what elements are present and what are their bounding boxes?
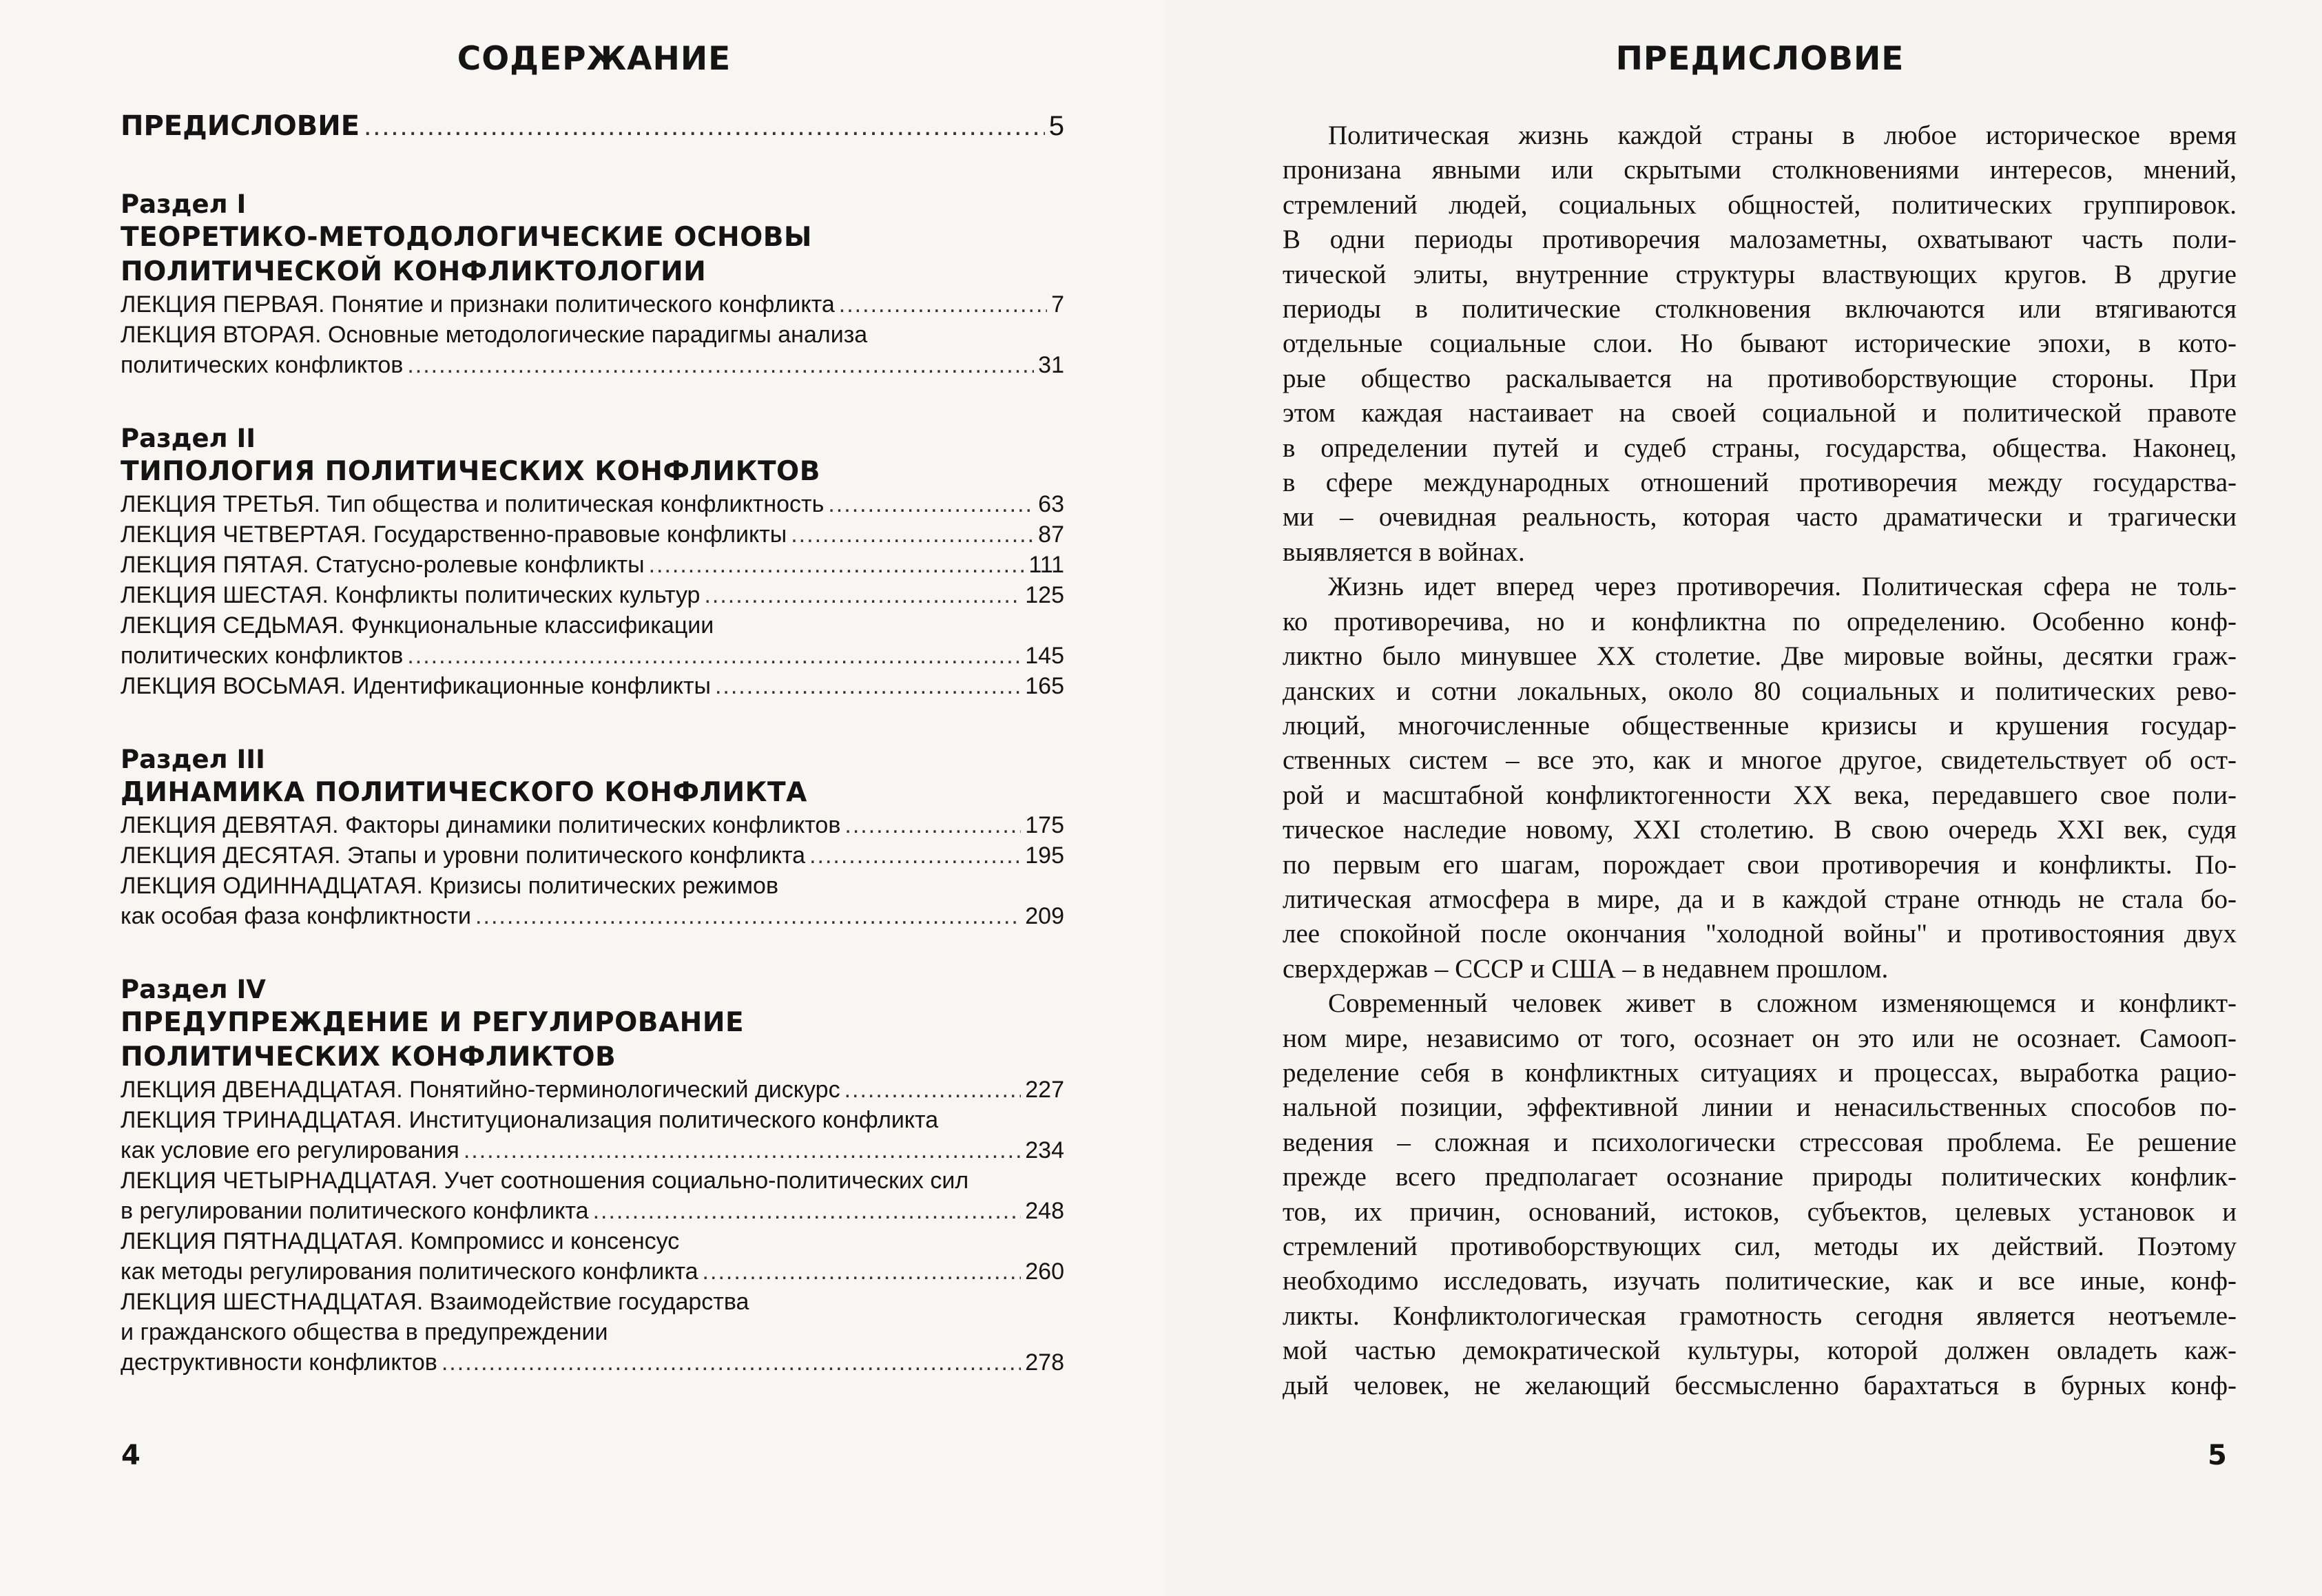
text-line: мой частью демократической культуры, которой должен овладеть каж- — [1283, 1336, 2237, 1366]
dot-leader — [464, 1135, 1021, 1165]
toc-entry-label: ПРЕДИСЛОВИЕ — [121, 110, 360, 142]
text-line: в сфере международных отношений противоречия между государства- — [1283, 468, 2237, 498]
toc-page-number: 125 — [1025, 582, 1064, 608]
toc-entry-label: в регулировании политического конфликта — [121, 1198, 589, 1224]
toc-entry-label: политических конфликтов — [121, 643, 404, 669]
contents-title: СОДЕРЖАНИЕ — [457, 40, 732, 78]
toc-entry-label: ЛЕКЦИЯ ВТОРАЯ. Основные методологические парадигмы анализа — [121, 322, 868, 348]
section-title: ПОЛИТИЧЕСКОЙ КОНФЛИКТОЛОГИИ — [121, 256, 707, 287]
dot-leader — [844, 810, 1021, 840]
toc-entry-label: ЛЕКЦИЯ ОДИННАДЦАТАЯ. Кризисы политических режимов — [121, 873, 779, 899]
toc-entry-label: ЛЕКЦИЯ ПЯТАЯ. Статусно-ролевые конфликты — [121, 552, 645, 578]
toc-page-number: 260 — [1025, 1258, 1064, 1285]
toc-entry-label: и гражданского общества в предупреждении — [121, 1319, 608, 1345]
section-label: Раздел II — [121, 424, 256, 453]
page-number-right: 5 — [2208, 1440, 2227, 1471]
toc-entry-preface[interactable] — [121, 110, 1064, 142]
text-line: сверхдержав – СССР и США – в недавнем прошлом. — [1283, 953, 1889, 984]
toc-page-number: 87 — [1038, 521, 1064, 548]
toc-page-number: 31 — [1038, 352, 1064, 378]
toc-page-number: 175 — [1025, 812, 1064, 838]
text-line: необходимо исследовать, изучать политические, как и все иные, конф- — [1283, 1266, 2237, 1296]
toc-entry-label: как методы регулирования политического конфликта — [121, 1258, 698, 1285]
text-line: стремлений противоборствующих сил, методы их действий. Поэтому — [1283, 1232, 2237, 1261]
toc-entry-label: деструктивности конфликтов — [121, 1349, 437, 1376]
toc-page-number: 195 — [1025, 842, 1064, 869]
text-line: Жизнь идет вперед через противоречия. Политическая сфера не толь- — [1328, 572, 2237, 602]
toc-entry-label: ЛЕКЦИЯ ЧЕТВЕРТАЯ. Государственно-правовые конфликты — [121, 521, 787, 548]
text-line: ном мире, независимо от того, осознает он это или не осознает. Самооп- — [1283, 1023, 2237, 1053]
section-label: Раздел III — [121, 745, 265, 774]
section-title: ТЕОРЕТИКО-МЕТОДОЛОГИЧЕСКИЕ ОСНОВЫ — [121, 222, 812, 253]
toc-page-number: 111 — [1028, 552, 1064, 578]
dot-leader — [407, 350, 1034, 380]
text-line: отдельные социальные слои. Но бывают исторические эпохи, в кото- — [1283, 329, 2237, 359]
text-line: люций, многочисленные общественные кризисы и крушения государ- — [1283, 710, 2237, 740]
text-line: тической элиты, внутренние структуры властвующих кругов. В другие — [1283, 259, 2237, 289]
dot-leader — [809, 840, 1021, 871]
toc-entry-label: ЛЕКЦИЯ ПЕРВАЯ. Понятие и признаки политического конфликта — [121, 291, 835, 318]
dot-leader — [442, 1347, 1021, 1378]
text-line: нальной позиции, эффективной линии и ненасильственных способов по- — [1283, 1092, 2237, 1123]
paragraph-1 — [1283, 118, 2237, 570]
toc-entry-lecture-2[interactable] — [121, 320, 1064, 380]
toc-page-number: 7 — [1051, 291, 1064, 318]
dot-leader — [844, 1075, 1022, 1105]
toc-entry-label: ЛЕКЦИЯ ДЕСЯТАЯ. Этапы и уровни политического конфликта — [121, 842, 806, 869]
text-line: тов, их причин, оснований, истоков, субъектов, целевых установок и — [1283, 1196, 2237, 1227]
toc-entry-lecture-12[interactable] — [121, 1075, 1064, 1105]
text-line: этом каждая настаивает на своей социальной и политической правоте — [1283, 398, 2237, 428]
text-line: ми – очевидная реальность, которая часто драматически и трагически — [1283, 502, 2237, 532]
text-line: ликтно было минувшее XX столетие. Две мировые войны, десятки граж- — [1283, 641, 2237, 672]
text-line: дый человек, не желающий бессмысленно барахтаться в бурных конф- — [1283, 1370, 2237, 1400]
toc-page-number: 63 — [1038, 491, 1064, 517]
toc-page-number: 227 — [1025, 1077, 1064, 1103]
toc-entry-label: политических конфликтов — [121, 352, 404, 378]
dot-leader — [703, 1256, 1022, 1287]
dot-leader — [791, 519, 1034, 550]
toc-page-number: 209 — [1025, 903, 1064, 929]
toc-entry-lecture-13[interactable] — [121, 1105, 1064, 1165]
text-line: ликты. Конфликтологическая грамотность сегодня является неотъемле- — [1283, 1300, 2237, 1331]
text-line: стремлений людей, социальных общностей, политических группировок. — [1283, 189, 2237, 220]
toc-entry-label: ЛЕКЦИЯ ТРЕТЬЯ. Тип общества и политическая конфликтность — [121, 491, 825, 517]
toc-entry-label: как условие его регулирования — [121, 1137, 459, 1163]
section-title: ПРЕДУПРЕЖДЕНИЕ И РЕГУЛИРОВАНИЕ — [121, 1007, 745, 1038]
section-title: ПОЛИТИЧЕСКИХ КОНФЛИКТОВ — [121, 1041, 616, 1072]
paragraph-3 — [1283, 986, 2237, 1403]
toc-entry-lecture-3[interactable] — [121, 489, 1064, 519]
section-label: Раздел IV — [121, 975, 266, 1004]
toc-entry-lecture-7[interactable] — [121, 610, 1064, 671]
toc-page-number: 145 — [1025, 643, 1064, 669]
text-line: В одни периоды противоречия малозаметны, охватывают часть поли- — [1283, 225, 2237, 255]
text-line: тическое наследие новому, XXI столетию. В свою очередь XXI век, судя — [1283, 815, 2237, 845]
toc-entry-label: ЛЕКЦИЯ ДВЕНАДЦАТАЯ. Понятийно-терминологический дискурс — [121, 1077, 840, 1103]
toc-entry-label: как особая фаза конфликтности — [121, 903, 472, 929]
toc-page-number: 165 — [1025, 673, 1064, 699]
toc-entry-label: ЛЕКЦИЯ ПЯТНАДЦАТАЯ. Компромисс и консенсус — [121, 1228, 680, 1254]
toc-entry-lecture-11[interactable] — [121, 871, 1064, 931]
section-title: ТИПОЛОГИЯ ПОЛИТИЧЕСКИХ КОНФЛИКТОВ — [121, 456, 820, 487]
section-title: ДИНАМИКА ПОЛИТИЧЕСКОГО КОНФЛИКТА — [121, 777, 807, 808]
text-line: ко противоречива, но и конфликтна по определению. Особенно конф- — [1283, 606, 2237, 636]
toc-entry-lecture-15[interactable] — [121, 1226, 1064, 1287]
text-line: ведения – сложная и психологически стрессовая проблема. Ее решение — [1283, 1127, 2237, 1157]
dot-leader — [593, 1196, 1022, 1226]
table-of-contents — [121, 110, 1064, 1378]
paragraph-2 — [1283, 570, 2237, 986]
toc-page-number: 234 — [1025, 1137, 1064, 1163]
toc-section-2 — [121, 423, 1064, 701]
text-line: в определении путей и судеб страны, государства, общества. Наконец, — [1283, 433, 2237, 463]
text-line: по первым его шагам, порождает свои противоречия и конфликты. По- — [1283, 849, 2237, 880]
text-line: периоды в политические столкновения включаются или втягиваются — [1283, 294, 2237, 324]
toc-entry-lecture-16[interactable] — [121, 1287, 1064, 1378]
text-line: данских и сотни локальных, около 80 социальных и политических рево- — [1283, 676, 2237, 706]
toc-entry-lecture-10[interactable] — [121, 840, 1064, 871]
text-line: рые общество раскалывается на противоборствующие стороны. При — [1283, 363, 2237, 393]
dot-leader — [704, 580, 1021, 610]
toc-entry-lecture-6[interactable] — [121, 580, 1064, 610]
text-line: Политическая жизнь каждой страны в любое историческое время — [1328, 121, 2237, 150]
toc-entry-label: ЛЕКЦИЯ ДЕВЯТАЯ. Факторы динамики политических конфликтов — [121, 812, 841, 838]
text-line: Современный человек живет в сложном изменяющемся и конфликт- — [1328, 988, 2237, 1019]
preface-body — [1283, 118, 2237, 1403]
toc-page-number: 248 — [1025, 1198, 1064, 1224]
toc-entry-label: ЛЕКЦИЯ ВОСЬМАЯ. Идентификационные конфликты — [121, 673, 711, 699]
toc-page-number: 278 — [1025, 1349, 1064, 1376]
dot-leader — [828, 489, 1034, 519]
text-line: рой и масштабной конфликтогенности XX века, передавшего свое поли- — [1283, 780, 2237, 810]
page-number-left: 4 — [121, 1440, 141, 1471]
text-line: выявляется в войнах. — [1283, 537, 1525, 567]
toc-entry-lecture-8[interactable] — [121, 671, 1064, 701]
toc-section-4 — [121, 974, 1064, 1378]
dot-leader — [475, 901, 1021, 931]
toc-entry-label: ЛЕКЦИЯ СЕДЬМАЯ. Функциональные классификации — [121, 612, 714, 639]
toc-section-1 — [121, 189, 1064, 380]
toc-entry-label: ЛЕКЦИЯ ТРИНАДЦАТАЯ. Институционализация политического конфликта — [121, 1107, 939, 1133]
text-line: ределение себя в конфликтных ситуациях и процессах, выработка рацио- — [1283, 1057, 2237, 1088]
text-line: литическая атмосфера в мире, да и в каждой стране отнюдь не стала бо- — [1283, 884, 2237, 914]
text-line: лее спокойной после окончания "холодной войны" и противостояния двух — [1283, 919, 2237, 949]
dot-leader — [364, 110, 1045, 142]
toc-entry-lecture-14[interactable] — [121, 1165, 1064, 1226]
preface-title: ПРЕДИСЛОВИЕ — [1615, 40, 1905, 78]
text-line: прежде всего предполагает осознание природы политических конфлик- — [1283, 1162, 2237, 1192]
toc-page-number: 5 — [1048, 111, 1064, 141]
text-line: ственных систем – все это, как и многое другое, свидетельствует об ост- — [1283, 745, 2237, 776]
dot-leader — [715, 671, 1021, 701]
toc-entry-lecture-1[interactable] — [121, 289, 1064, 320]
text-line: пронизана явными или скрытыми столкновениями интересов, мнений, — [1283, 155, 2237, 185]
toc-entry-lecture-5[interactable] — [121, 550, 1064, 580]
dot-leader — [839, 289, 1047, 320]
toc-section-3 — [121, 744, 1064, 931]
dot-leader — [649, 550, 1025, 580]
section-label: Раздел I — [121, 189, 247, 219]
toc-entry-label: ЛЕКЦИЯ ШЕСТАЯ. Конфликты политических культур — [121, 582, 701, 608]
dot-leader — [407, 641, 1021, 671]
toc-entry-lecture-4[interactable] — [121, 519, 1064, 550]
toc-entry-lecture-9[interactable] — [121, 810, 1064, 840]
toc-entry-label: ЛЕКЦИЯ ШЕСТНАДЦАТАЯ. Взаимодействие государства — [121, 1289, 749, 1315]
toc-entry-label: ЛЕКЦИЯ ЧЕТЫРНАДЦАТАЯ. Учет соотношения социально-политических сил — [121, 1168, 969, 1194]
